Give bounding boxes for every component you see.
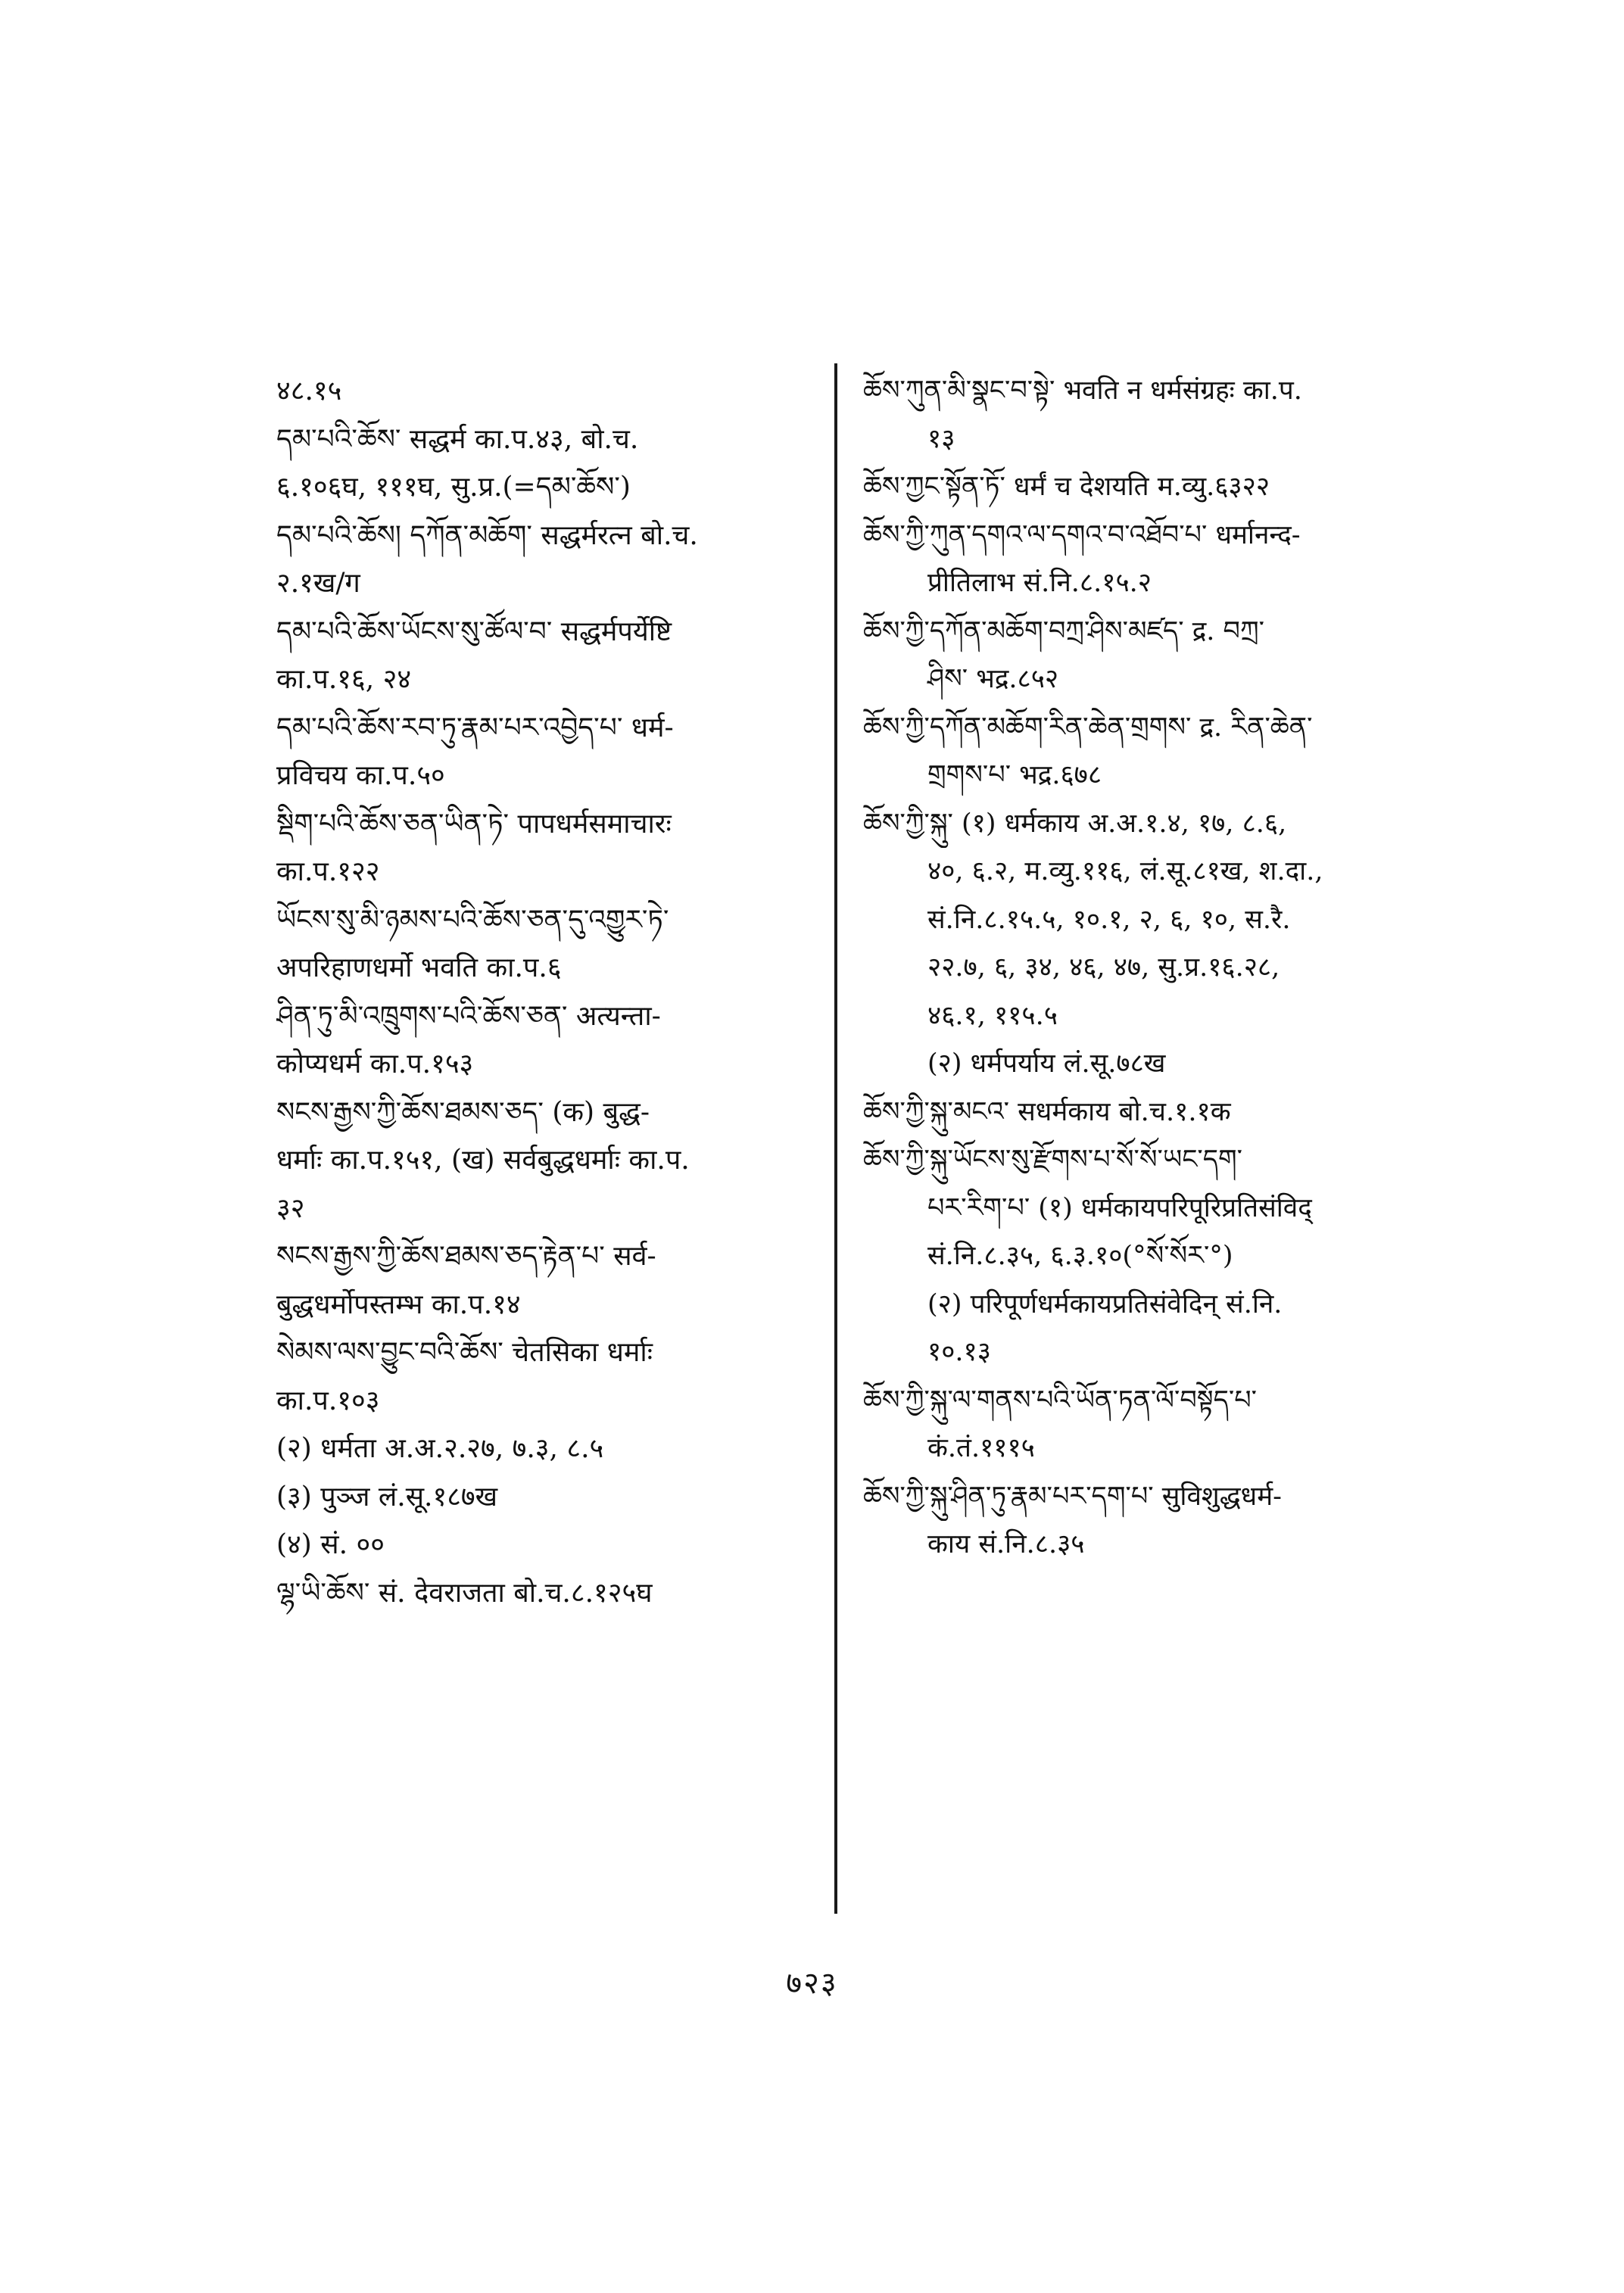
right-column xyxy=(863,367,1469,1569)
entry-line: གྲགས་པ་ भद्र.६७८ xyxy=(927,760,1102,790)
entry-line: १३ xyxy=(927,423,955,454)
entry-line: बुद्धधर्मोपस्तम्भ का.प.१४ xyxy=(276,1288,521,1320)
entry-line: པར་རིག་པ་ (१) धर्मकायपरिपूरिप्रतिसंविद् xyxy=(927,1192,1312,1223)
page-number: ७२३ xyxy=(786,1966,838,2001)
entry-line: དམ་པའི་ཆོས། དཀོན་མཆོག་ सद्धर्मरत्न बो.च. xyxy=(276,519,698,551)
entry-line: དམ་པའི་ཆོས་ཡོངས་སུ་ཚོལ་བ་ सद्धर्मपर्येष्टि xyxy=(276,615,672,647)
entry-line: ཤིན་ཏུ་མི་འཁྲུགས་པའི་ཆོས་ཅན་ अत्यन्ता- xyxy=(276,1000,661,1032)
entry-line: ३२ xyxy=(276,1192,305,1224)
entry-line: २.१ख/ग xyxy=(276,568,360,599)
entry-line: प्रीतिलाभ सं.नि.८.१५.२ xyxy=(927,568,1152,598)
entry-line: ཆོས་ཀྱི་དཀོན་མཆོག་བཀྲ་ཤིས་མཛད་ द्र. བཀྲ་ xyxy=(863,615,1264,646)
entry-line: का.प.१२२ xyxy=(276,856,380,887)
entry-line: ཆོས་ཀྱི་སྐུ་མངའ་ सधर्मकाय बो.च.१.१क xyxy=(863,1096,1231,1127)
entry-line: ཤིས་ भद्र.८५२ xyxy=(927,664,1059,694)
left-column xyxy=(276,367,806,1617)
entry-line: सं.नि.८.१५.५, १०.१, २, ६, १०, स.रै. xyxy=(927,904,1291,935)
entry-line: २२.७, ६, ३४, ४६, ४७, सु.प्र.१६.२८, xyxy=(927,952,1280,983)
entry-line: སངས་རྒྱས་ཀྱི་ཆོས་ཐམས་ཅད་ (क) बुद्ध- xyxy=(276,1096,650,1128)
entry-line: (२) धर्मपर्याय लं.सू.७८ख xyxy=(927,1048,1166,1079)
entry-line: ཆོས་ཀྱི་ཀུན་དགའ་ལ་དགའ་བ་འཐོབ་པ་ धर्मानन्द- xyxy=(863,519,1301,550)
entry-line: कं.तं.१११५ xyxy=(927,1433,1035,1463)
entry-line: ६.१०६घ, १११घ, सु.प्र.(=དམ་ཆོས་) xyxy=(276,472,631,503)
entry-line: དམ་པའི་ཆོས་ सद्धर्म का.प.४३, बो.च. xyxy=(276,423,639,455)
column-divider xyxy=(834,363,837,1914)
entry-line: कोप्यधर्म का.प.१५३ xyxy=(276,1048,474,1080)
entry-line: ཆོས་ཀུན་མི་སྣང་བ་སྟེ་ भवति न धर्मसंग्रहः का.प. xyxy=(863,375,1302,406)
entry-line: (२) परिपूर्णधर्मकायप्रतिसंवेदिन् सं.नि. xyxy=(927,1288,1283,1319)
entry-line: अपरिहाणधर्मो भवति का.प.६ xyxy=(276,952,562,983)
entry-line: का.प.१०३ xyxy=(276,1385,380,1416)
entry-line: ཆོས་ཀྱི་སྐུ་ལ་གནས་པའི་ཡོན་ཏན་ལོ་བསྟོད་པ་ xyxy=(863,1385,1258,1416)
entry-line: का.प.१६, २४ xyxy=(276,664,412,695)
entry-line: ཆོས་ཀྱི་སྐུ་ཤིན་ཏུ་རྣམ་པར་དག་པ་ सुविशुद्धधर्म- xyxy=(863,1481,1282,1512)
entry-line: (२) धर्मता अ.अ.२.२७, ७.३, ८.५ xyxy=(276,1433,604,1464)
entry-line: (४) सं. ०० xyxy=(276,1529,385,1560)
entry-line: ཆོས་ཀྱང་སྟོན་ཏོ་ धर्मं च देशयति म.व्यु.६३२२ xyxy=(863,472,1270,502)
entry-line: ४०, ६.२, म.व्यु.११६, लं.सू.८१ख, श.दा., xyxy=(927,856,1323,886)
entry-line: ४८.१५ xyxy=(276,375,342,407)
entry-line: ཆོས་ཀྱི་སྐུ་ཡོངས་སུ་རྫོགས་པ་སོ་སོ་ཡང་དག་ xyxy=(863,1145,1243,1175)
entry-line: काय सं.नि.८.३५ xyxy=(927,1529,1085,1559)
entry-line: १०.१३ xyxy=(927,1337,991,1367)
entry-line: ཆོས་ཀྱི་དཀོན་མཆོག་རིན་ཆེན་གྲགས་ द्र. རིན་ཆེན་ xyxy=(863,712,1313,743)
entry-line: प्रविचय का.प.५० xyxy=(276,760,445,791)
entry-line: ལྷ་ཡི་ཆོས་ सं. देवराजता बो.च.८.१२५घ xyxy=(276,1577,653,1609)
entry-line: སེམས་ལས་བྱུང་བའི་ཆོས་ चेतसिका धर्माः xyxy=(276,1337,653,1368)
entry-line: སྡིག་པའི་ཆོས་ཅན་ཡིན་ཏེ་ पापधर्मसमाचारः xyxy=(276,808,672,840)
entry-line: ཡོངས་སུ་མི་ཉམས་པའི་ཆོས་ཅན་དུ་འགྱུར་ཏེ་ xyxy=(276,904,669,936)
entry-line: ४६.१, ११५.५ xyxy=(927,1000,1058,1031)
entry-line: ཆོས་ཀྱི་སྐུ་ (१) धर्मकाय अ.अ.१.४, १७, ८.६, xyxy=(863,808,1287,839)
entry-line: (३) पुञ्ज लं.सू.१८७ख xyxy=(276,1481,498,1513)
entry-line: སངས་རྒྱས་ཀྱི་ཆོས་ཐམས་ཅད་རྟེན་པ་ सर्व- xyxy=(276,1241,656,1272)
entry-line: सं.नि.८.३५, ६.३.१०(°སོ་སོར་°) xyxy=(927,1241,1233,1271)
entry-line: धर्माः का.प.१५१, (ख) सर्वबुद्धधर्माः का.प. xyxy=(276,1145,690,1176)
entry-line: དམ་པའི་ཆོས་རབ་ཏུ་རྣམ་པར་འབྱེད་པ་ धर्म- xyxy=(276,712,674,743)
